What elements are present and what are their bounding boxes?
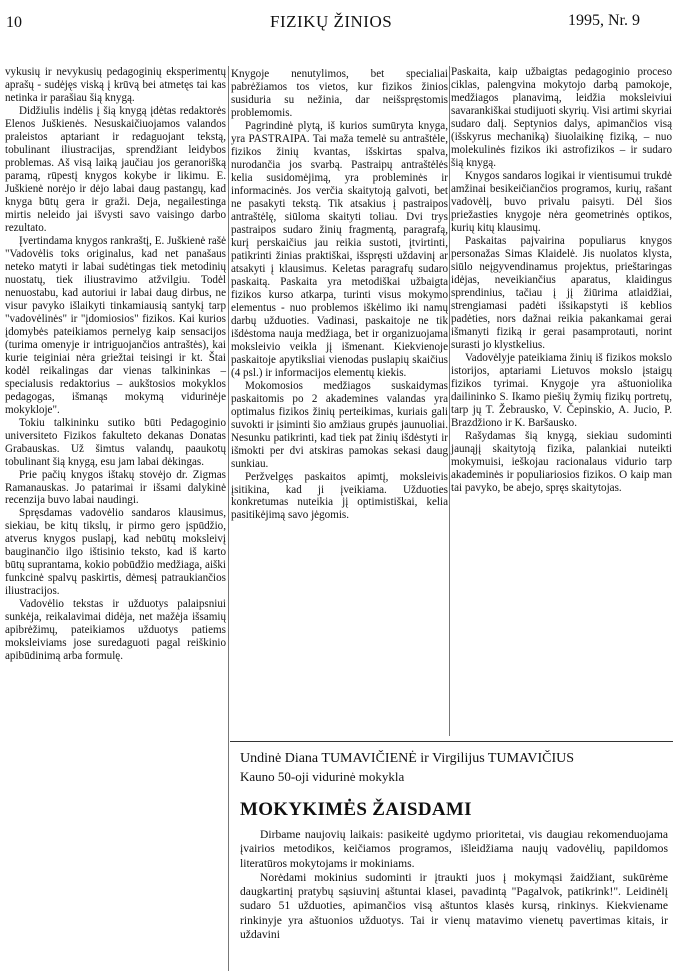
paragraph: Prie pačių knygos ištakų stovėjo dr. Zigmas Ramanauskas. Jo patarimai ir išsami dalykinė recenzija buvo labai naudingi. — [5, 468, 226, 507]
page-number: 10 — [6, 14, 22, 31]
paragraph: Mokomosios medžiagos suskaidymas paskaitomis po 2 akademines valandas yra optimalus fizikos žinių perteikimas, kuriais gali suvokti ir įsiminti šio amžiaus grupės jaunuoliai. Nesunku patikrinti, kad tiek pat žinių išdėstyti ir išmokti per dvi atskiras pamokas sekasi daug sunkiau. — [231, 379, 448, 470]
paragraph: Peržvelgęs paskaitos apimtį, moksleivis įsitikina, kad ji įveikiama. Užduoties konkretumas nuteikia jį optimistiškai, kelia pasitikėjimą savo jėgomis. — [231, 470, 448, 522]
article-authors: Undinė Diana TUMAVIČIENĖ ir Virgilijus TUMAVIČIUS — [240, 751, 574, 766]
paragraph: Didžiulis indėlis į šią knygą įdėtas redaktorės Elenos Juškienės. Nesuskaičiuojamos valandos praleistos aptariant ir redaguojant tekstą, tobulinant iliustracijas, sprendžiant leidybos problemas. Aš visą laiką jaučiau jos geranorišką paramą, rūpestį knygos kokybe ir likimu. E. Juškienė norėjo ir dėjo labai daug pastangų, kad knyga būtų gera ir graži. Deja, negailestinga mirtis neleido jai išvysti savo vaisingo darbo rezultato. — [5, 104, 226, 234]
paragraph: Knygoje nenutylimos, bet specialiai pabrėžiamos tos vietos, kur fizikos žinios susiduria su nežinia, dar neišspręstomis problemomis. — [231, 68, 448, 119]
paragraph: Vadovėlio tekstas ir užduotys palaipsniui sunkėja, reikalavimai didėja, net mažėja išsamių apibrėžimų, pateikiamos užduotys patiems moksleiviams jose suredaguoti pagal reiškinio apibūdinimą arba formulę. — [5, 598, 226, 663]
column-divider — [449, 66, 450, 736]
column-3 — [451, 66, 672, 734]
paragraph: Paskaita, kaip užbaigtas pedagoginio proceso ciklas, palengvina mokytojo darbą pamokoje, medžiagos planavimą, leidžia moksleiviui savarankiškai studijuoti skyrių. Visi artimi skyriai sudaro dalį. Septynios dalys, apimančios visą (išskyrus mechaniką) šiuolaikinę fiziką, – nuo molekulinės fizikos iki astrofizikos – ir sudaro šią knygą. — [451, 66, 672, 169]
column-1 — [5, 66, 226, 971]
paragraph: Dirbame naujovių laikais: pasikeitė ugdymo prioritetai, vis daugiau rekomenduojama įvairios metodikos, keičiamos programos, išleidžiama naujų vadovėlių, papildomos literatūros mokytojams ir mokiniams. — [240, 828, 668, 870]
column-divider — [228, 66, 229, 971]
paragraph: Pagrindinė plytą, iš kurios sumūryta knyga, yra PASTRAIPA. Tai maža temelė su antraštėle, fizikos žinių kvantas, išskirtas spalva, nurodančia jos svarbą. Pastraipų antraštėlės kelia susidomėjimą, yra probleminės ir informacinės. Jos verčia skaitytoją galvoti, bet ne pasakyti tekstą. Tik atsakius į pastraipos antraštėlę, siūloma skaityti toliau. Dvi trys pastraipos sudaro žinių fragmentą, paragrafą, kurį perskaičius jau reikia sustoti, įtvirtinti, patikrinti žinias praktiškai, išspręsti uždavinį ar atsakyti į klausimus. Keletas paragrafų sudaro paskaitą. Paskaita yra metodiškai užbaigta fizikos kurso atkarpa, turinti visus mokymo elementus - nuo problemos iškėlimo iki namų darbų užduoties. Vadinasi, paskaitoje ne tik išdėstoma nauja medžiaga, bet ir organizuojama moksleivio veikla jį išmenant. Kiekvienoje paskaitoje apytiksliai vienodas puslapių skaičius (4 psl.) ir informacijos elementų kiekis. — [231, 119, 448, 379]
column-2 — [231, 68, 448, 738]
article-title: MOKYKIMĖS ŽAISDAMI — [240, 799, 472, 820]
article-body — [240, 828, 668, 976]
paragraph: Vadovėlyje pateikiama žinių iš fizikos mokslo istorijos, aptariami Lietuvos mokslo įstaigų fizikos tyrimai. Knygoje yra aštuoniolika dailininko S. Ikamo piešių žymių fizikų portretų, tarp jų T. Žebrausko, V. Čepinskio, A. Jucio, P. Brazdžiono ir K. Baršausko. — [451, 351, 672, 429]
issue-number: 1995, Nr. 9 — [568, 12, 640, 29]
paragraph: vykusių ir nevykusių pedagoginių eksperimentų aprašų - sudėjęs viską į krūvą bei atmetęs tai kas netinka ir parašiau šią knygą. — [5, 66, 226, 104]
paragraph: Įvertindama knygos rankraštį, E. Juškienė rašė "Vadovėlis toks originalus, kad net panašaus neteko matyti ir labai sudėtingas tiek metodinių nuostatų, tiek iliustravimo atžvilgiu. Todėl nenuostabu, kad autoriui ir labai daug dirbus, ne visur pavyko išlaikyti tinkamiausią santykį tarp "vadovėlinės" ir "įdomiosios" fizikos. Kai kurios įdomybės pateikiamos pernelyg kaip sensacijos (turima omenyje ir intriguojančios antraštės), kai kurie teiginiai nėra griežtai teisingi ir kt. Štai kodėl reikalingas dar vienas talkininkas – specialusis redaktorius – aukštosios mokyklos pedagogas, išmanąs mokymą vidurinėje mokykloje". — [5, 234, 226, 416]
paragraph: Paskaitas pajvairina populiarus knygos personažas Simas Klaidelė. Jis nuolatos klysta, siūlo neįgyvendinamus projektus, prieštaringas idėjas, neveikiančius aparatus, klaidingus sprendinius, tačiau į jį žiūrima atlaidžiai, strengiamasi padėti išsikapstyti iš keblios padėties, nors dažnai reikia pakankamai gerai išmanyti fiziką ir gerai pasamprotauti, norint surasti jo klystkelius. — [451, 234, 672, 351]
page-header — [0, 0, 679, 40]
paragraph: Knygos sandaros logikai ir vientisumui trukdė amžinai besikeičiančios programos, kurių, rašant vadovėlį, buvo privalu paisyti. Dėl šios priežasties knygoje nėra geometrinės optikos, kurių kitų klausimų. — [451, 169, 672, 234]
paragraph: Tokiu talkininku sutiko būti Pedagoginio universiteto Fizikos fakulteto dekanas Donatas Grabauskas. Už šimtus valandų, paaukotų tobulinant šią knygą, esu jam labai dėkingas. — [5, 416, 226, 468]
paragraph: Norėdami mokinius sudominti ir įtraukti juos į mokymąsi žaidžiant, sukūrėme daugkartinį pratybų sąsiuvinį aštuntai klasei, pavadintą "Pagalvok, patikrink!". Leidinėlį sudaro 51 užduoties, apimančios visą aštuntos klasės kursą, rinkinys. Kiekvienamе rinkinyje yra aštuonios užduotys. Tai ir vienų matavimo vienetų pavertimas kitais, ir uždavini — [240, 870, 668, 942]
paragraph: Spręsdamas vadovėlio sandaros klausimus, siekiau, be kitų tikslų, ir pirmo gero įspūdžio, atverus knygos puslapį, kad nebūtų moksleivį bauginančio ilgo ištisinio teksto, kad iš karto būtų suprantama, kokio pobūdžio medžiaga, aiški funkcinė spalvų paskirtis, dėmesį patraukiančios iliustracijos. — [5, 507, 226, 598]
paragraph: Rašydamas šią knygą, siekiau sudominti jaunąjį skaitytoją fizika, palankiai nuteikti mokymuisi, ieškojau racionalaus vidurio tarp akademinės ir populiariosios fizikos. O kaip man tai pavyko, be abejo, spręs skaitytojas. — [451, 429, 672, 494]
journal-title: FIZIKŲ ŽINIOS — [270, 12, 393, 31]
article-divider — [230, 741, 673, 742]
article-school: Kauno 50-oji vidurinė mokykla — [240, 769, 405, 784]
